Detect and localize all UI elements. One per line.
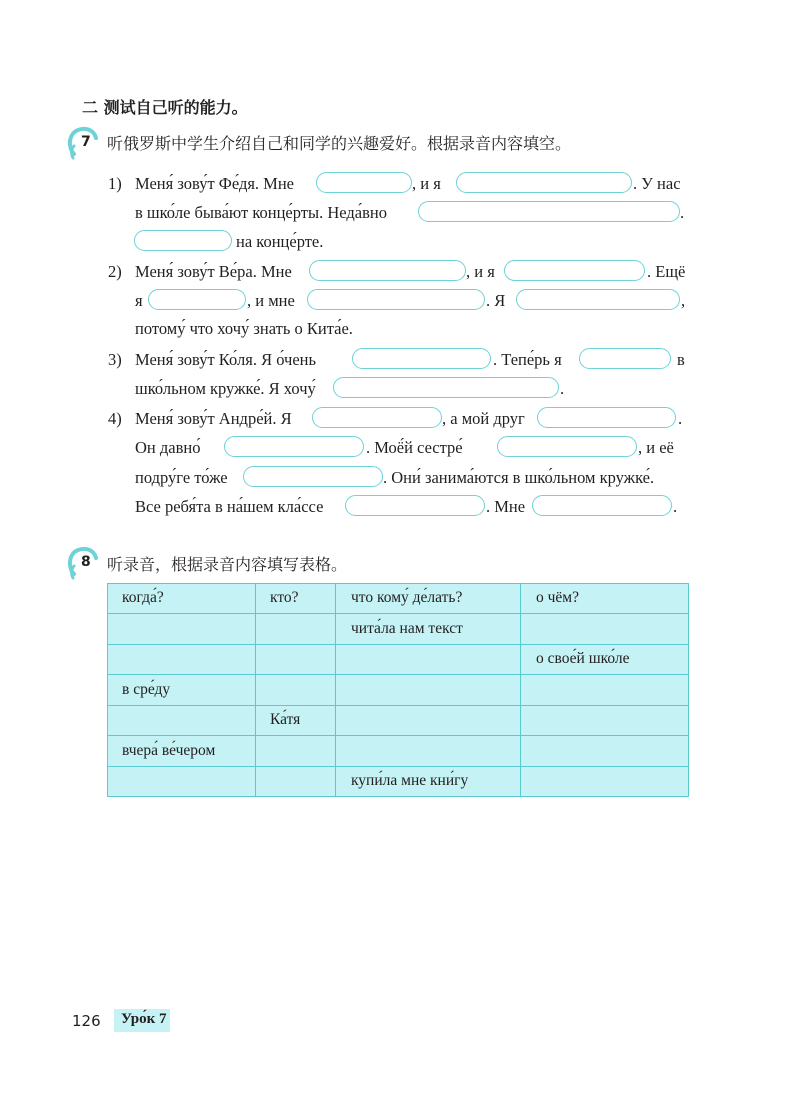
item-4-text: , и её [638,438,674,457]
lesson-label [114,1009,170,1032]
answer-blank[interactable] [418,201,680,222]
answer-blank[interactable] [456,172,632,193]
item-2-text: я [135,291,143,310]
item-4-text: . [673,497,678,516]
answer-blank[interactable] [345,495,485,516]
table-header: кто? [270,589,299,606]
item-4-text: . Они́ занима́ются в шко́льном кружке́. [383,468,655,487]
answer-blank[interactable] [333,377,559,398]
answer-blank[interactable] [307,289,485,310]
answer-blank[interactable] [532,495,672,516]
item-1-text: на конце́рте. [236,232,324,251]
exercise-8-number: 8 [81,554,91,570]
item-1-text: , и я [412,174,441,193]
section-title: 二 测试自己听的能力。 [82,98,248,117]
item-4-text: Меня́ зову́т Андре́й. Я [135,409,292,428]
answer-blank[interactable] [352,348,491,369]
table-cell: Ка́тя [270,711,301,728]
exercise-7-instruction: 听俄罗斯中学生介绍自己和同学的兴趣爱好。根据录音内容填空。 [107,134,572,153]
answer-blank[interactable] [497,436,637,457]
page-number: 126 [72,1012,101,1030]
answer-blank[interactable] [316,172,412,193]
table-header: что кому́ де́лать? [351,589,463,606]
item-4-text: подру́ге то́же [135,468,228,487]
item-4-text: . Моё́й сестре́ [366,438,463,457]
item-1-number: 1) [108,174,122,193]
table-cell: в сре́ду [122,681,171,698]
item-1-text: в шко́ле быва́ют конце́рты. Неда́вно [135,203,387,222]
item-4-text: Все ребя́та в на́шем кла́ссе [135,497,324,516]
item-3-text: шко́льном кружке́. Я хочу́ [135,379,316,398]
answer-table [107,583,689,797]
item-3-text: Меня́ зову́т Ко́ля. Я о́чень [135,350,317,369]
answer-blank[interactable] [504,260,645,281]
item-2-text: , и мне [247,291,295,310]
answer-blank[interactable] [243,466,383,487]
item-2-text: , и я [466,262,495,281]
item-4-text: . Мне [486,497,526,516]
item-1-text: . У нас [633,174,681,193]
table-cell: чита́ла нам текст [351,620,463,637]
item-4-text: . [678,409,683,428]
answer-blank[interactable] [224,436,364,457]
item-2-text: . Я [486,291,506,310]
lesson-label-text: Уро́к 7 [121,1011,167,1027]
table-cell: вчера́ ве́чером [122,742,216,759]
answer-blank[interactable] [516,289,680,310]
item-1-text: Меня́ зову́т Фе́дя. Мне [135,174,295,193]
answer-blank[interactable] [537,407,676,428]
item-3-text: . Тепе́рь я [493,350,562,369]
item-4-text: , а мой друг [442,409,525,428]
table-cell: о свое́й шко́ле [536,650,630,667]
table-header: когда́? [122,589,164,606]
table-cell: купи́ла мне кни́гу [351,772,469,789]
answer-blank[interactable] [148,289,246,310]
answer-blank[interactable] [309,260,466,281]
exercise-7-number: 7 [81,134,91,150]
item-2-text: . Ещё [647,262,686,281]
item-2-text: потому́ что хочу́ знать о Кита́е. [135,319,353,338]
answer-blank[interactable] [134,230,232,251]
item-3-text: . [560,379,565,398]
item-2-text: Меня́ зову́т Ве́ра. Мне [135,262,292,281]
item-2-number: 2) [108,262,122,281]
item-3-text: в [677,350,685,369]
item-1-text: . [680,203,685,222]
answer-blank[interactable] [312,407,442,428]
answer-blank[interactable] [579,348,671,369]
exercise-8-instruction: 听录音，根据录音内容填写表格。 [107,555,348,574]
item-4-text: Он давно́ [135,438,201,457]
item-2-text: , [681,291,686,310]
item-4-number: 4) [108,409,122,428]
table-header: о чём? [536,589,579,606]
item-3-number: 3) [108,350,122,369]
